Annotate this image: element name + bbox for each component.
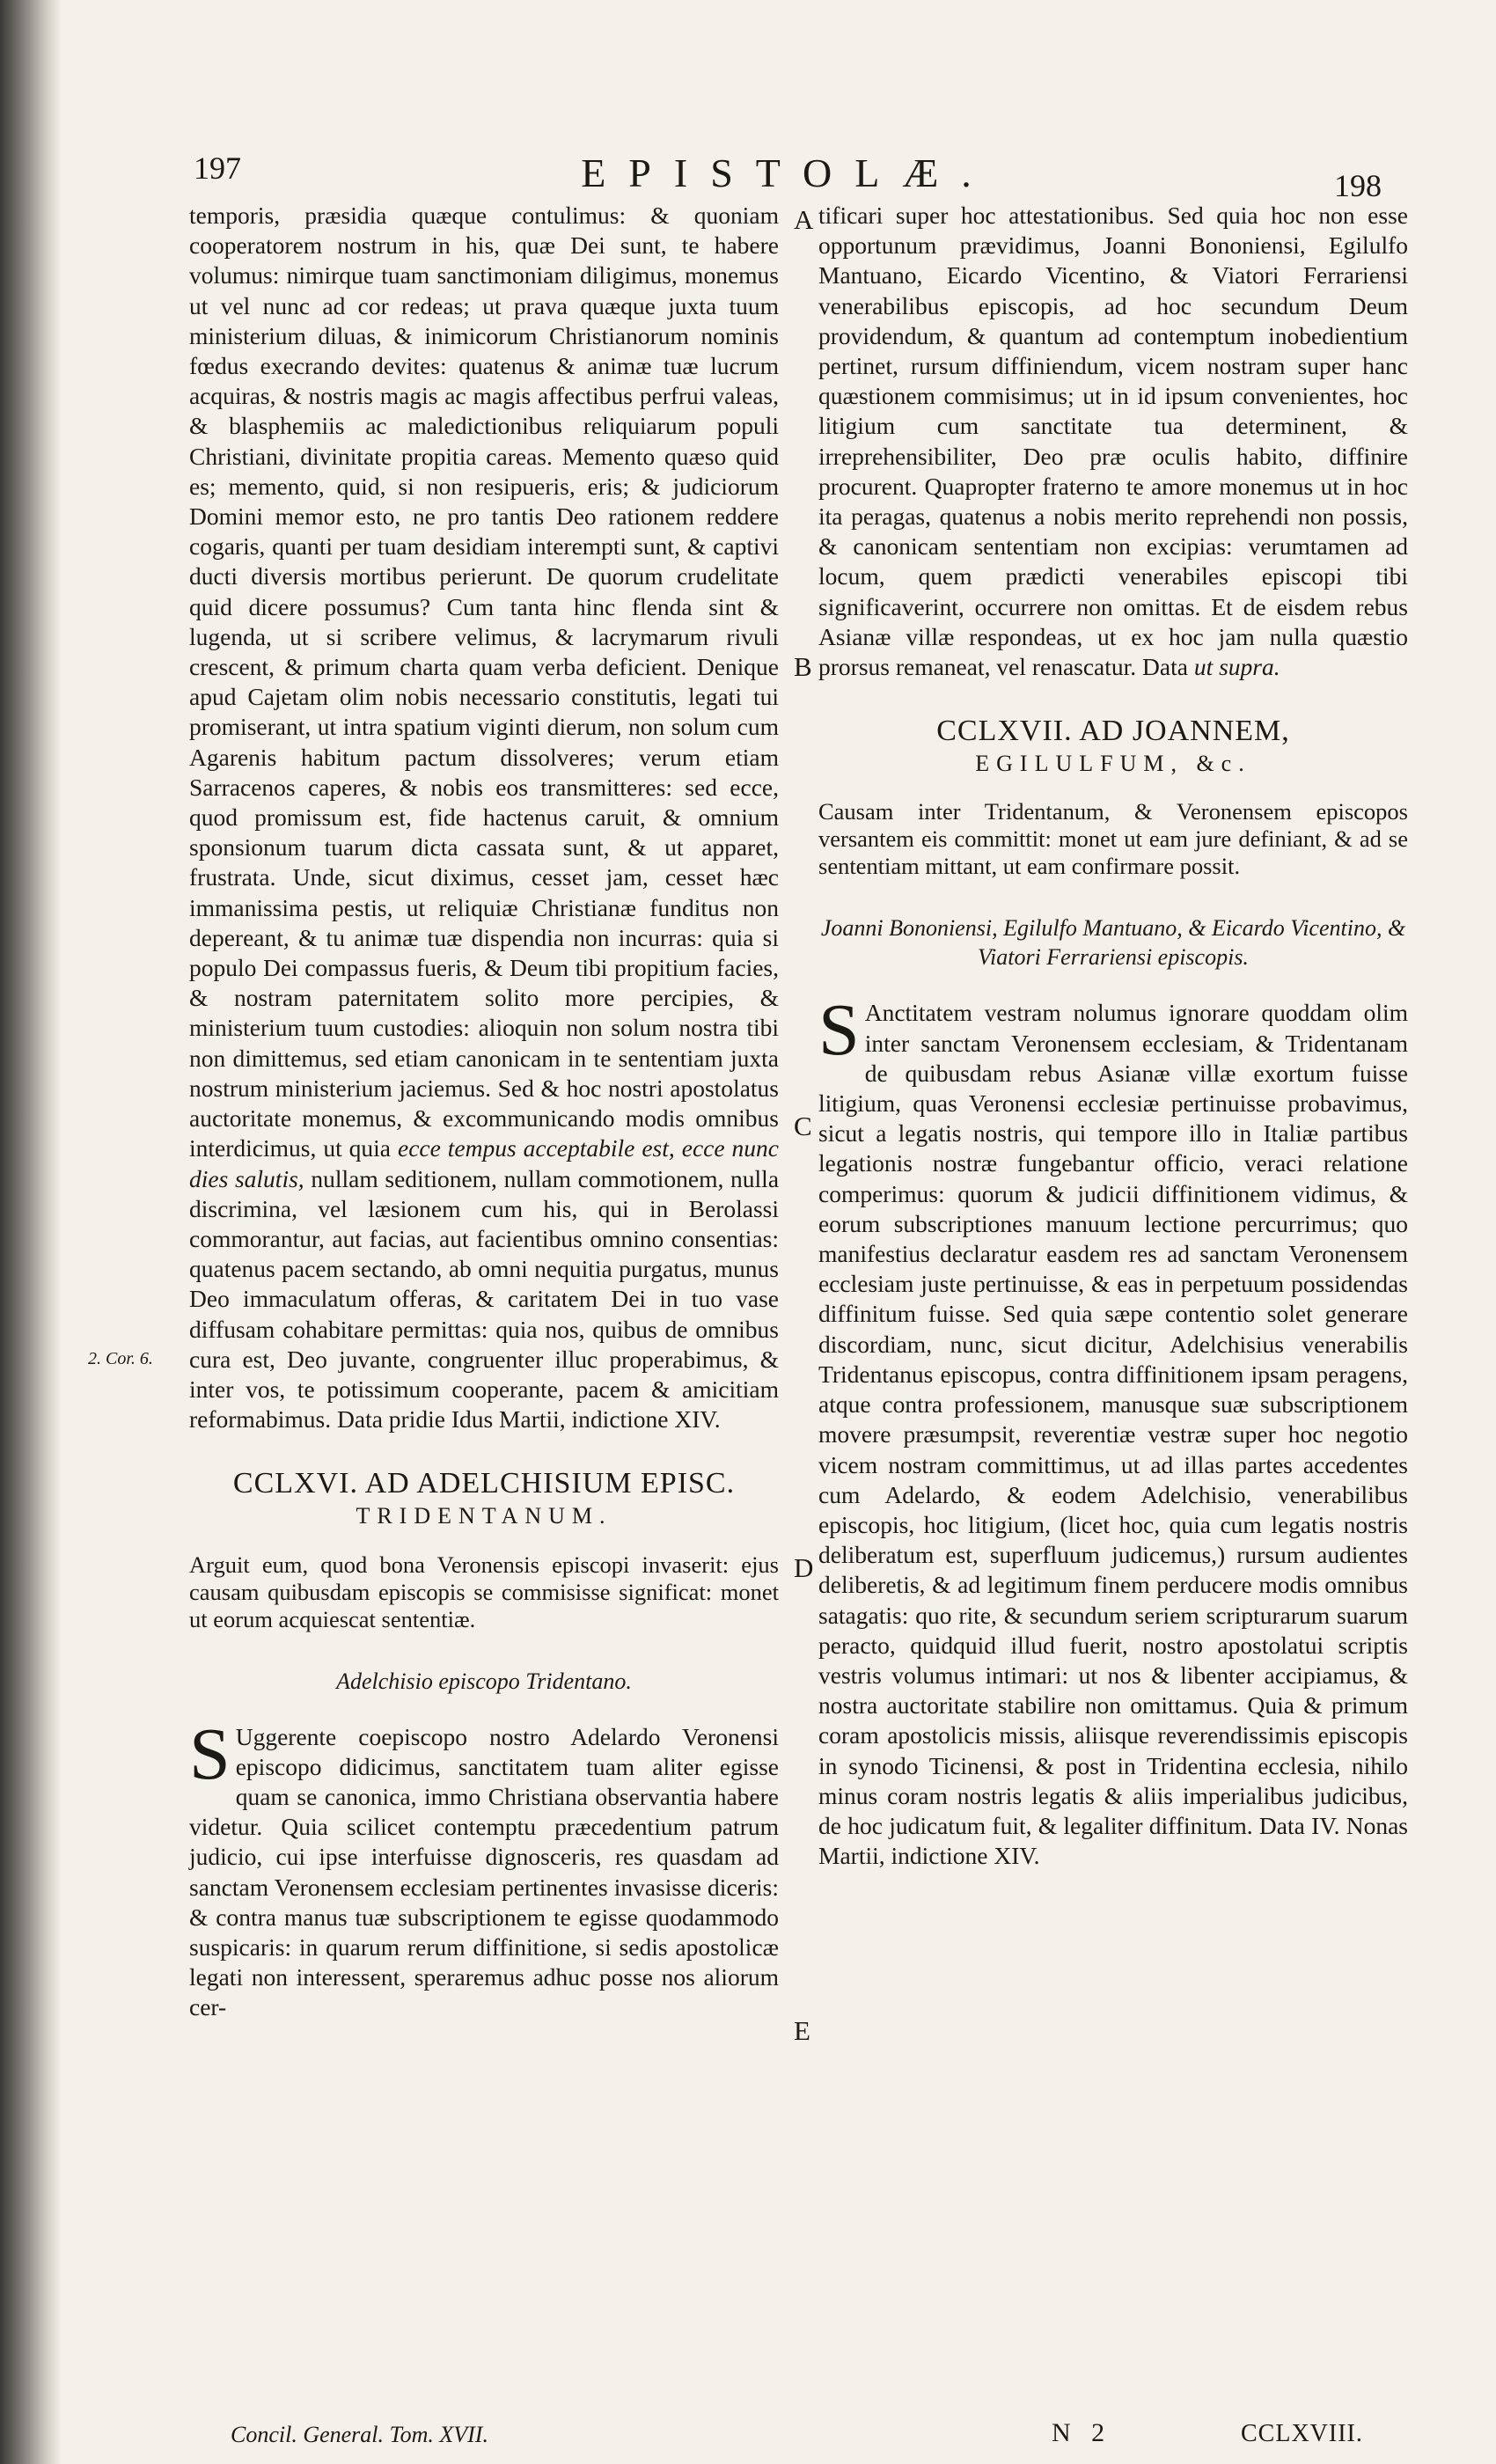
letter-266-body (189, 1712, 779, 2023)
letter-266-heading: CCLXVI. AD ADELCHISIUM EPISC. (232, 1467, 736, 1500)
letter-267-subheading: EGILULFUM, &c. (975, 751, 1251, 777)
right-column (818, 201, 1408, 1871)
footer-signature-mark: N 2 (1052, 2418, 1112, 2447)
letter-266-summary: Arguit eum, quod bona Veronensis episcopi invaserit: ejus causam quibusdam episcopis se commisisse significat: monet ut eorum acquiescat sententiæ. (189, 1551, 779, 1632)
data-closing: ut supra. (1193, 653, 1280, 681)
letter-267-heading: CCLXVII. AD JOANNEM, (936, 715, 1290, 748)
footer-volume-note: Concil. General. Tom. XVII. (231, 2422, 488, 2447)
letter-265-continuation (189, 201, 779, 1434)
page-number-right: 198 (1334, 168, 1382, 203)
running-title: EPISTOLÆ. (581, 150, 994, 195)
letter-267-summary: Causam inter Tridentanum, & Veronensem episcopos versantem eis committit: monet ut eam jure definiant, & ad se sententiam mittant, ut eam confirmare possit. (818, 798, 1408, 880)
binding-gutter-shadow (0, 0, 62, 2464)
letter-267-dropcap: S (818, 989, 860, 1072)
margin-scripture-reference: 2. Cor. 6. (88, 1349, 153, 1368)
letter-265-text-b: nullam seditionem, nullam commotionem, nulla discrimina, vel læsionem cum his, qui in Berolassi commorantur, aut facias, aut facientibus omnino consentias: quatenus pacem sectando, ab omni nequitia purgatus, munus Deo immaculatum offeras, & caritatem Dei in tuo vase diffusam cohabitare permittas: quia nos, quibus de omnibus cura est, Deo juvante, congruenter illuc properabimus, & inter vos, te potissimum cooperante, pacem & amicitiam reformabimus. Data pridie Idus Martii, indictione XIV. (189, 1164, 780, 1434)
letter-266-dropcap: S (189, 1712, 231, 1795)
margin-letter-e: E (794, 2015, 810, 2046)
page-number-left: 197 (194, 150, 241, 186)
margin-letter-b: B (794, 651, 812, 682)
letter-267-body-text: Anctitatem vestram nolumus ignorare quoddam olim inter sanctam Veronensem ecclesiam, & Tridentanam de quibusdam rebus Asianæ villæ exortum fuisse litigium, quas Veronensi ecclesiæ pertinuisse probavimus, sicut a legatis nostris, qui tempore illo in Italiæ partibus legationis nostræ fungebantur officio, veraci relatione comperimus: quorum & judicii diffinitionem vidimus, & eorum subscriptiones manuum lectione percurrimus; quo manifestius declaratur easdem res ad sanctam Veronensem ecclesiam juste pertinuisse, & eas in perpetuum possidendas diffinitum fuisse. Sed quia sæpe contentio solet generare discordiam, nunc, sicut dicitur, Adelchisius venerabilis Tridentanus episcopus, contra diffinitionem ipsam peragens, atque contra professionem, manusque suæ subscriptionem movere præsumpsit, reverentiæ vestræ super hoc negotio vicem nostram committimus, ut ad illas partes accedentes cum Adelardo, & eodem Adelchisio, venerabilibus episcopis, hoc litigium, (licet hoc, quia cum legatis nostris deliberatum est, superfluum judicemus,) rursum audientes deliberetis, & ad legitimum finem perducere modis omnibus satagatis: quo rite, & secundum seriem scripturarum suarum peracto, quidquid illud fuerit, nostro apostolatui scriptis vestris volumus intimari: ut nos & libenter accipiamus, & nostra auctoritate stabilire non omittamus. Quia & primum coram apostolicis missis, aliisque reverendissimis episcopis in synodo Ticinensi, & post in Tridentina ecclesia, nihilo minus coram nostris legatis & aliis imperialibus judicibus, de hoc judicatum fuit, & legaliter diffinitum. Data IV. Nonas Martii, indictione XIV. (818, 999, 1408, 1870)
margin-letter-d: D (794, 1552, 814, 1583)
scripture-quote: ecce tempus acceptabile est, ecce nunc dies salutis, (189, 1134, 779, 1192)
letter-266-continuation-text: tificari super hoc attestationibus. Sed quia hoc non esse opportunum prævidimus, Joanni Bononiensi, Egilulfo Mantuano, Eicardo Vicentino, & Viatori Ferrariensi venerabilibus episcopis, ad hoc secundum Deum providendum, & quantum ad contemptum inobedientium pertinet, rursum diffiniendum, vicem nostram super hanc quæstionem commisimus; ut in id ipsum convenientes, hoc litigium cum sanctitate tua determinent, & irreprehensibiliter, Deo præ oculis habito, diffinire procurent. Quapropter fraterno te amore monemus ut in hoc ita peragas, quatenus a nobis merito reprehendi non possis, & canonicam sententiam non excipias: verumtamen ad locum, quem prædicti venerabiles episcopi tibi significaverint, occurrere non omittas. Et de eisdem rebus Asianæ villæ respondeas, ut ex hoc jam nulla quæstio prorsus remaneat, vel renascatur. Data (818, 202, 1408, 681)
letter-266-subheading: TRIDENTANUM. (356, 1503, 612, 1529)
footer-catchword: CCLXVIII. (1241, 2420, 1363, 2447)
left-column (189, 201, 779, 2023)
letter-265-text-a: temporis, præsidia quæque contulimus: & quoniam cooperatorem nostrum in his, quæ Dei sunt, te habere volumus: nimirque tuam sanctimoniam diligimus, monemus ut vel nunc ad cor redeas; ut prava quæque juxta tuum ministerium diluas, & inimicorum Christianorum nominis fœdus execrando devites: quatenus & animæ tuæ lucrum acquiras, & nostris magis ac magis affectibus perfrui valeas, & blasphemiis ac maledictionibus reliquiarum populi Christiani, divinitate propitia careas. Memento quæso quid es; memento, quid, si non resipueris, eris; & judiciorum Domini memor esto, ne pro tantis Deo rationem reddere cogaris, quanti per tuam desidiam interempti sunt, & captivi ducti diversis mortibus perierunt. De quorum crudelitate quid dicere possumus? Cum tanta hinc flenda sint & lugenda, ut si scribere velimus, & lacrymarum rivuli crescent, & primum charta quam verba deficient. Denique apud Cajetam olim nobis necessario constitutis, legati tui promiserant, ut intra spatium viginti dierum, non solum cum Agarenis habitum pactum dissolveres; verum etiam Sarracenos caperes, & nobis eos transmitteres: sed ecce, quod promissum est, fide hactenus caruit, & omnium sponsionum tuarum dicta cassata sunt, & ut apparet, frustrata. Unde, sicut diximus, cesset jam, cesset hæc immanissima pestis, ut reliquiæ Christianæ funditus non depereant, & tu animæ tuæ dispendia non incurras: quia si populo Dei compassus fueris, & Deum tibi propitium facies, & nostram paternitatem solito more percipies, & ministerium tuum custodies: alioquin non solum nostra tibi non dimittemus, sed etiam canonicam in te sententiam juxta nostrum ministerium jaciemus. Sed & hoc nostri apostolatus auctoritate monemus, & excommunicando modis omnibus interdicimus, ut quia (189, 202, 779, 1162)
letter-266-address: Adelchisio episcopo Tridentano. (336, 1668, 632, 1694)
letter-267-address: Joanni Bononiensi, Egilulfo Mantuano, & Eicardo Vicentino, & Viatori Ferrariensi episcopis. (820, 915, 1406, 971)
letter-267-body (818, 989, 1408, 1871)
letter-266-continuation (818, 201, 1408, 682)
letter-266-body-text: Uggerente coepiscopo nostro Adelardo Veronensi episcopo didicimus, sanctitatem tuam aliter egisse quam se canonica, immo Christiana observantia habere videtur. Quia scilicet contemptu præcedentium patrum judicio, cui ipse interfuisse dignosceris, res quasdam ad sanctam Veronensem ecclesiam pertinentes invasisse diceris: & contra manus tuæ subscriptionem te egisse quodammodo suspicaris: in quarum rerum diffinitione, si sedis apostolicæ legati non interessent, speraremus adhuc posse nos aliorum cer- (189, 1722, 779, 2021)
margin-letter-c: C (794, 1111, 812, 1141)
margin-letter-a: A (794, 204, 814, 235)
